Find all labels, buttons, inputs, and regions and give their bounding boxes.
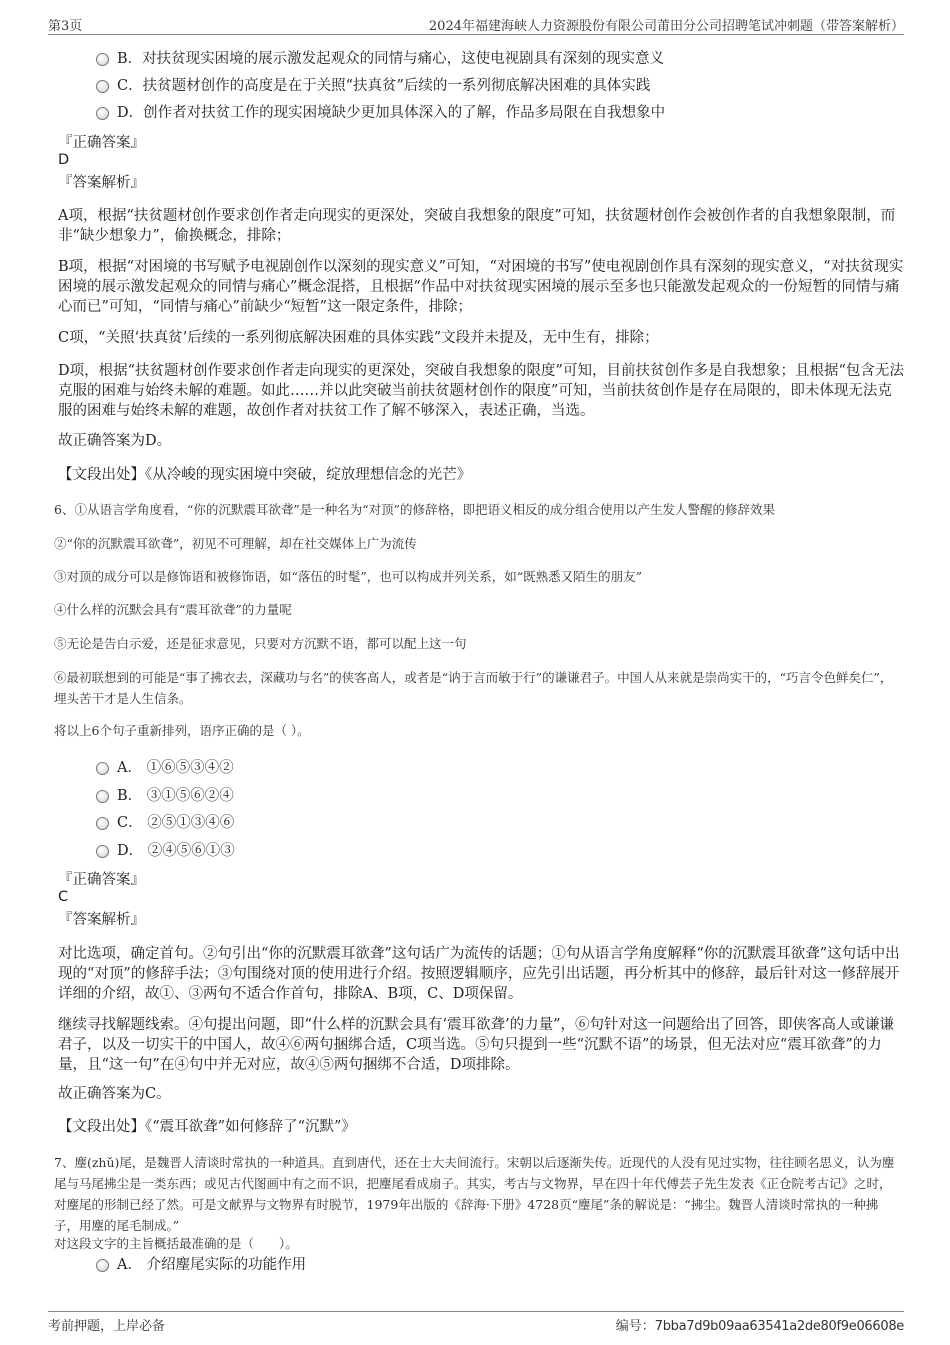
q6-analysis-2: 继续寻找解题线索。④句提出问题，即“什么样的沉默会具有‘震耳欲聋’的力量”，⑥句针对这一问题给出了回答，即侠客高人或谦谦君子，以及一切实干的中国人，故④⑥两句捆绑合适，C项当选。⑤句只提到一些“沉默不语”的场景，但无法对应“震耳欲聋”的力量，且“这一句”在④句中并无对应，故④⑤两句捆绑不合适，D项排除。: [58, 1017, 895, 1073]
q6-option-d[interactable]: D． ②④⑤⑥①③: [96, 841, 235, 861]
q5-answer: D: [58, 152, 70, 168]
radio-icon[interactable]: [96, 1259, 109, 1272]
q6-sentence-4: ④什么样的沉默会具有“震耳欲聋”的力量呢: [54, 602, 292, 617]
q6-sentence-5: ⑤无论是告白示爱，还是征求意见，只要对方沉默不语，都可以配上这一句: [54, 636, 467, 651]
q7-text: 7、麈(zhǔ)尾，是魏晋人清谈时常执的一种道具。直到唐代，还在士大夫间流行。宋朝以后逐渐失传。近现代的人没有见过实物，往往顾名思义，认为麈尾与马尾拂尘是一类东西；或见古代图画中有之而不识，把麈尾看成扇子。其实，考古与文物界，早在四十年代傅芸子先生发表《正仓院考古记》之时，对麈尾的形制已经了然。可是文献界与文物界有时脱节，1979年出版的《辞海·下册》4728页“麈尾”条的解说是：“拂尘。魏晋人清谈时常执的一种拂子，用麈的尾毛制成。”: [54, 1155, 895, 1233]
q5-option-b[interactable]: B．对扶贫现实困境的展示激发起观众的同情与痛心，这使电视剧具有深刻的现实意义: [96, 49, 664, 69]
q6-option-b[interactable]: B． ③①⑤⑥②④: [96, 786, 234, 806]
q6-source: 【文段出处】《“震耳欲聋”如何修辞了“沉默”》: [58, 1119, 356, 1135]
footer-slogan: 考前押题，上岸必备: [48, 1319, 166, 1334]
q6-prompt: 将以上6个句子重新排列，语序正确的是（ ）。: [54, 723, 310, 738]
radio-icon[interactable]: [96, 845, 109, 858]
q5-analysis-b: B项，根据“对困境的书写赋予电视剧创作以深刻的现实意义”可知，“对困境的书写”使电视剧创作具有深刻的现实意义，“对扶贫现实困境的展示激发起观众的同情与痛心”概念混搭，且根据“作品中对扶贫现实困境的展示至多也只能激发起观众的一份短暂的同情与痛心而已”可知，“同情与痛心”前缺少“短暂”这一限定条件，排除；: [58, 259, 904, 315]
footer-code: 编号：7bba7d9b09aa63541a2de80f9e06608e: [615, 1319, 904, 1334]
radio-icon[interactable]: [96, 107, 109, 120]
q6-answer-label: 『正确答案』: [58, 872, 145, 888]
q5-option-c[interactable]: C．扶贫题材创作的高度是在于关照“扶真贫”后续的一系列彻底解决困难的具体实践: [96, 76, 650, 96]
q6-sentence-2: ②“你的沉默震耳欲聋”，初见不可理解，却在社交媒体上广为流传: [54, 536, 417, 551]
page-header: [48, 14, 904, 35]
q6-option-c[interactable]: C． ②⑤①③④⑥: [96, 813, 234, 833]
radio-icon[interactable]: [96, 53, 109, 66]
q5-analysis-label: 『答案解析』: [58, 175, 145, 191]
q5-analysis-c: C项，“关照‘扶真贫’后续的一系列彻底解决困难的具体实践”文段并未提及，无中生有，排除；: [58, 330, 659, 346]
radio-icon[interactable]: [96, 817, 109, 830]
q6-analysis-label: 『答案解析』: [58, 912, 145, 928]
document-title: 2024年福建海峡人力资源股份有限公司莆田分公司招聘笔试冲刺题（带答案解析）: [428, 19, 904, 34]
q5-option-d[interactable]: D．创作者对扶贫工作的现实困境缺少更加具体深入的了解，作品多局限在自我想象中: [96, 103, 665, 123]
q5-source: 【文段出处】《从冷峻的现实困境中突破，绽放理想信念的光芒》: [58, 467, 472, 483]
radio-icon[interactable]: [96, 790, 109, 803]
page-footer: [48, 1311, 904, 1336]
radio-icon[interactable]: [96, 762, 109, 775]
q5-analysis-d: D项，根据“扶贫题材创作要求创作者走向现实的更深处，突破自我想象的限度”可知，目前扶贫创作多是自我想象；且根据“包含无法克服的困难与始终未解的难题。如此……并以此突破当前扶贫题材创作的限度”可知，当前扶贫创作是存在局限的，即未体现无法克服的困难与始终未解的难题，故创作者对扶贫工作了解不够深入，表述正确，当选。: [58, 363, 904, 419]
q6-answer: C: [58, 889, 69, 905]
q6-option-a[interactable]: A． ①⑥⑤③④②: [96, 758, 234, 778]
q5-analysis-a: A项，根据“扶贫题材创作要求创作者走向现实的更深处，突破自我想象的限度”可知，扶贫题材创作会被创作者的自我想象限制，而非“缺少想象力”，偷换概念，排除；: [58, 208, 896, 244]
q6-sentence-1: 6、①从语言学角度看，“你的沉默震耳欲聋”是一种名为“对顶”的修辞格，即把语义相反的成分组合使用以产生发人警醒的修辞效果: [54, 502, 776, 517]
q7-option-a[interactable]: A． 介绍麈尾实际的功能作用: [96, 1255, 306, 1275]
radio-icon[interactable]: [96, 80, 109, 93]
q6-sentence-6: ⑥最初联想到的可能是“事了拂衣去，深藏功与名”的侠客高人，或者是“讷于言而敏于行”的谦谦君子。中国人从来就是崇尚实干的，“巧言令色鲜矣仁”，埋头苦干才是人生信条。: [54, 670, 893, 706]
q7-prompt: 对这段文字的主旨概括最准确的是（ ）。: [54, 1236, 298, 1251]
q5-answer-label: 『正确答案』: [58, 135, 145, 151]
q6-conclusion: 故正确答案为C。: [58, 1086, 171, 1102]
q6-analysis-1: 对比选项，确定首句。②句引出“你的沉默震耳欲聋”这句话广为流传的话题；①句从语言学角度解释“你的沉默震耳欲聋”这句话中出现的“对顶”的修辞手法；③句围绕对顶的使用进行介绍。按照逻辑顺序，应先引出话题，再分析其中的修辞，最后针对这一修辞展开详细的介绍，故①、③两句不适合作首句，排除A、B项，C、D项保留。: [58, 946, 900, 1002]
page-number: 第3页: [48, 19, 83, 34]
q6-sentence-3: ③对顶的成分可以是修饰语和被修饰语，如“落伍的时髦”，也可以构成并列关系，如“既熟悉又陌生的朋友”: [54, 569, 643, 584]
q5-conclusion: 故正确答案为D。: [58, 433, 172, 449]
